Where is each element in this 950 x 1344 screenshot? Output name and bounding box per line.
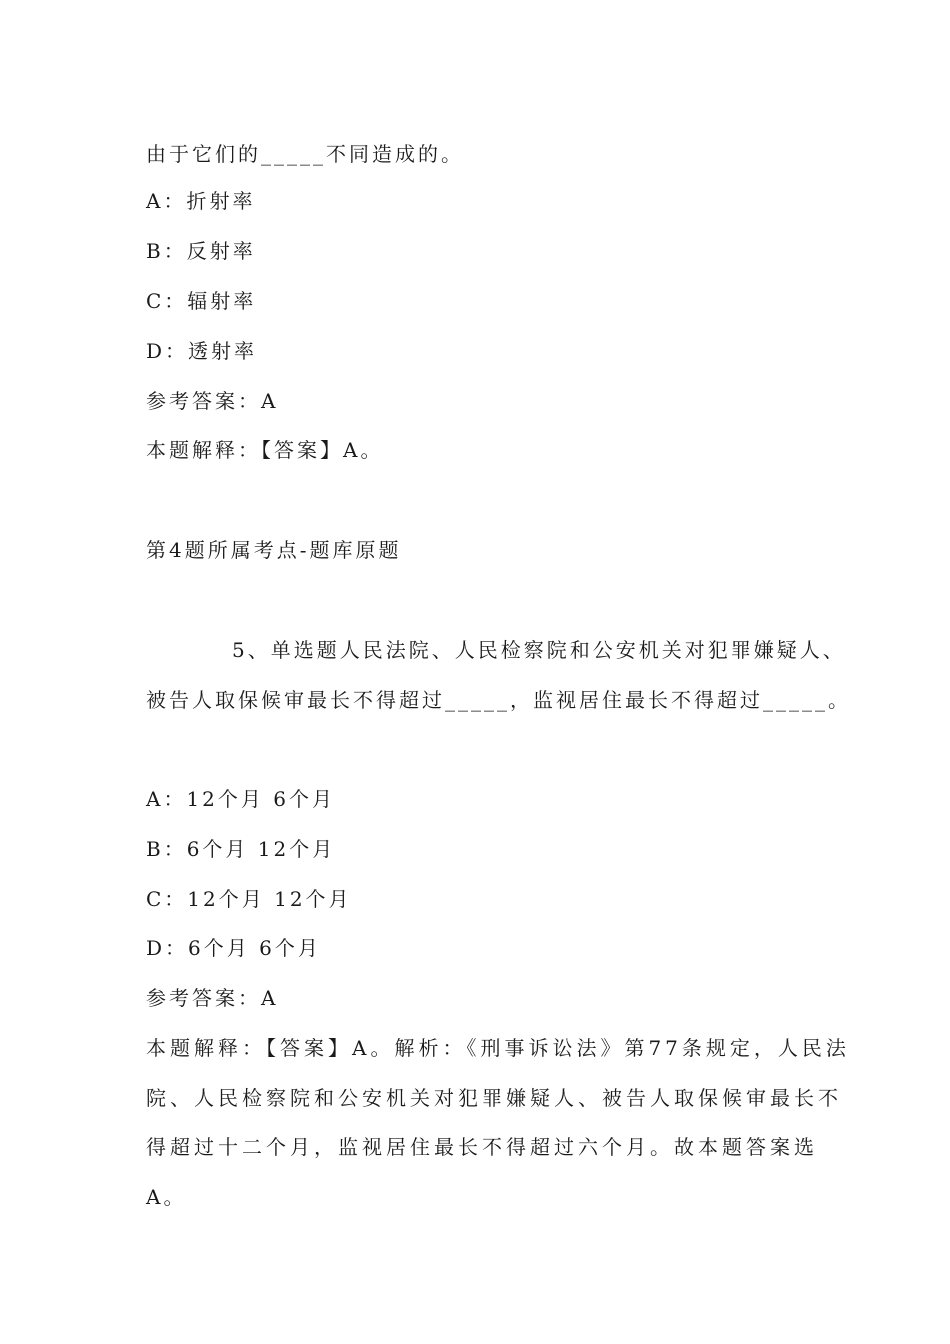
q5-option-c: C：12个月 12个月 <box>146 887 352 911</box>
option-a: A：折射率 <box>146 189 256 213</box>
q5-reference-answer: 参考答案：A <box>146 986 279 1010</box>
q5-option-d: D：6个月 6个月 <box>146 936 321 960</box>
question-5-stem-line-1: 5、单选题人民法院、人民检察院和公安机关对犯罪嫌疑人、 <box>232 638 846 662</box>
q5-explanation-line-3: 得超过十二个月，监视居住最长不得超过六个月。故本题答案选 <box>146 1135 818 1159</box>
option-d: D：透射率 <box>146 339 258 363</box>
q5-option-b: B：6个月 12个月 <box>146 837 336 861</box>
q5-explanation-line-4: A。 <box>146 1185 187 1209</box>
reference-answer: 参考答案：A <box>146 389 279 413</box>
answer-explanation: 本题解释：【答案】A。 <box>146 438 384 462</box>
q5-explanation-line-2: 院、人民检察院和公安机关对犯罪嫌疑人、被告人取保候审最长不 <box>146 1086 842 1110</box>
section-note: 第4题所属考点-题库原题 <box>146 538 402 562</box>
question-5-stem-line-2: 被告人取保候审最长不得超过_____，监视居住最长不得超过_____。 <box>146 688 851 712</box>
option-c: C：辐射率 <box>146 289 257 313</box>
question-stem-end: 由于它们的_____不同造成的。 <box>146 142 464 166</box>
q5-option-a: A：12个月 6个月 <box>146 787 335 811</box>
option-b: B：反射率 <box>146 239 256 263</box>
q5-explanation-line-1: 本题解释：【答案】A。解析：《刑事诉讼法》第77条规定，人民法 <box>146 1036 850 1060</box>
